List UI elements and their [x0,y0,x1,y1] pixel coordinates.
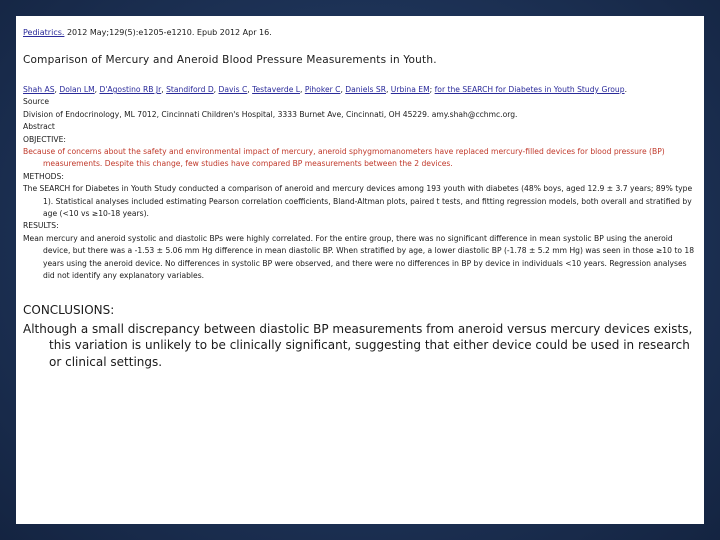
results-label: RESULTS: [23,221,59,231]
methods-text: The SEARCH for Diabetes in Youth Study conducted a comparison of aneroid and mercury devices among 193 youth with diabetes (48% boys, aged 12.9 ± 3.7 years; 89% type 1). Statistical analyses included estimating Pearson correlation coefficients, Bland-Altman plots, paired t tests, and fitting regression models, both overall and stratified by age (<10 vs ≥10-18 years). [23,184,693,219]
author-link[interactable]: Standiford D [166,85,214,94]
citation [23,28,696,37]
abstract-label: Abstract [23,122,55,132]
conclusions-text: Although a small discrepancy between diastolic BP measurements from aneroid versus mercury devices exists, this variation is unlikely to be clinically significant, suggesting that either device could be used in research or clinical settings. [23,321,693,369]
author-link[interactable]: Dolan LM [59,85,95,94]
affiliation: Division of Endocrinology, ML 7012, Cincinnati Children's Hospital, 3333 Burnet Ave, Cincinnati, OH 45229. amy.shah@cchmc.org. [23,109,518,119]
objective-label: OBJECTIVE: [23,134,66,144]
source-label: Source [23,97,50,107]
citation-details: 2012 May;129(5):e1205-e1210. Epub 2012 Apr 16. [64,28,272,37]
author-link[interactable]: Urbina EM [390,85,430,94]
author-link[interactable]: Davis C [218,85,248,94]
author-link[interactable]: Testaverde L [252,85,301,94]
article-title: Comparison of Mercury and Aneroid Blood Pressure Measurements in Youth. [23,54,437,66]
author-link[interactable]: Shah AS [23,85,55,94]
methods-label: METHODS: [23,171,64,181]
results-text: Mean mercury and aneroid systolic and diastolic BPs were highly correlated. For the entire group, there was no significant difference in mean systolic BP using the aneroid device, but there was a -1.53 ± 5.06 mm Hg difference in mean diastolic BP. When stratified by age, a lower diastolic BP (-1.78 ± 5.2 mm Hg) was seen in those ≥10 to 18 years using the aneroid device. No differences in systolic BP were observed, and there were no differences in BP by device in individuals <10 years. Regression analyses did not identify any explanatory variables. [23,233,695,281]
author-list: Shah AS, Dolan LM, D'Agostino RB Jr, Standiford D, Davis C, Testaverde L, Pihoker C, Daniels SR, Urbina EM; for the SEARCH for Diabetes in Youth Study Group. [23,85,627,94]
objective-text: Because of concerns about the safety and environmental impact of mercury, aneroid sphygmomanometers have replaced mercury-filled devices for blood pressure (BP) measurements. Despite this change, few studies have compared BP measurements between the 2 devices. [23,147,665,169]
author-link[interactable]: D'Agostino RB Jr [99,85,162,94]
study-group-link[interactable]: for the SEARCH for Diabetes in Youth Study Group [434,85,625,94]
conclusions-label: CONCLUSIONS: [23,302,115,317]
author-link[interactable]: Daniels SR [345,85,386,94]
document-slide [16,16,704,524]
journal-link[interactable]: Pediatrics. [23,28,65,37]
author-link[interactable]: Pihoker C [304,85,341,94]
